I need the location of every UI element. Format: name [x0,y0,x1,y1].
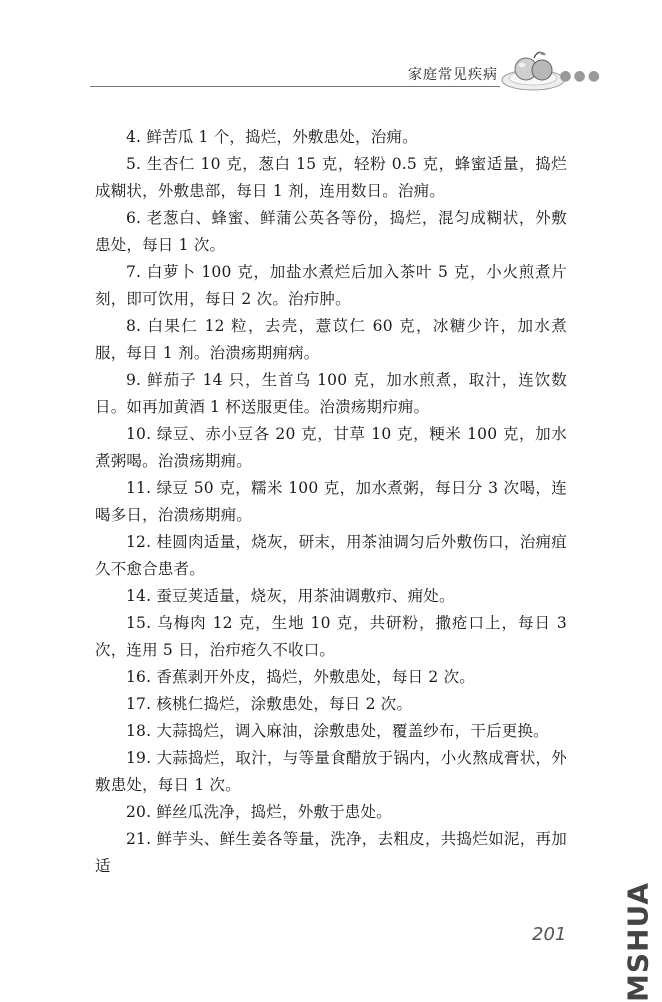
recipe-item: 5. 生杏仁 10 克，葱白 15 克，轻粉 0.5 克，蜂蜜适量，捣烂成糊状，外敷患部，每日 1 剂，连用数日。治痈。 [95,155,567,200]
recipe-item: 8. 白果仁 12 粒，去壳，薏苡仁 60 克，冰糖少许，加水煮服，每日 1 剂。治溃疡期痈病。 [95,317,567,362]
recipe-item: 11. 绿豆 50 克，糯米 100 克，加水煮粥，每日分 3 次喝，连喝多日，治溃疡期痈。 [95,479,567,524]
recipe-item: 4. 鲜苦瓜 1 个，捣烂，外敷患处，治痈。 [126,128,418,146]
recipe-item: 20. 鲜丝瓜洗净，捣烂，外敷于患处。 [126,803,392,821]
recipe-item: 15. 乌梅肉 12 克，生地 10 克，共研粉，撒疮口上，每日 3 次，连用 5 日，治疖疮久不收口。 [95,614,567,659]
watermark [608,882,662,1002]
recipe-item: 18. 大蒜捣烂，调入麻油，涂敷患处，覆盖纱布，干后更换。 [126,722,549,740]
recipe-item: 10. 绿豆、赤小豆各 20 克，甘草 10 克，粳米 100 克，加水煮粥喝。治溃疡期痈。 [95,425,567,470]
page-number: 201 [532,924,567,945]
header-dots: ●●● [559,68,602,84]
recipe-item: 17. 核桃仁捣烂，涂敷患处，每日 2 次。 [126,695,413,713]
watermark-text: MSHUA [621,881,655,1002]
recipe-item: 6. 老葱白、蜂蜜、鲜蒲公英各等份，捣烂，混匀成糊状，外敷患处，每日 1 次。 [95,209,567,254]
recipe-item: 21. 鲜芋头、鲜生姜各等量，洗净，去粗皮，共捣烂如泥，再加适 [95,830,567,875]
recipe-item: 9. 鲜茄子 14 只，生首乌 100 克，加水煎煮，取汁，连饮数日。如再加黄酒 1 杯送服更佳。治溃疡期疖痈。 [95,371,567,416]
recipe-item: 19. 大蒜捣烂，取汁，与等量食醋放于锅内，小火熬成膏状，外敷患处，每日 1 次。 [95,749,567,794]
recipe-item: 7. 白萝卜 100 克，加盐水煮烂后加入茶叶 5 克，小火煎煮片刻，即可饮用，每日 2 次。治疖肿。 [95,263,567,308]
recipe-item: 16. 香蕉剥开外皮，捣烂，外敷患处，每日 2 次。 [126,668,475,686]
fruit-plate-icon [500,48,566,92]
recipe-item: 14. 蚕豆荚适量，烧灰，用茶油调敷疖、痈处。 [126,587,455,605]
recipe-list [95,124,567,880]
running-head-title: 家庭常见疾病 [408,67,498,83]
header-rule [90,86,500,87]
recipe-item: 12. 桂圆肉适量，烧灰，研末，用茶油调匀后外敷伤口，治痈疽久不愈合患者。 [95,533,567,578]
page-header [90,46,610,106]
